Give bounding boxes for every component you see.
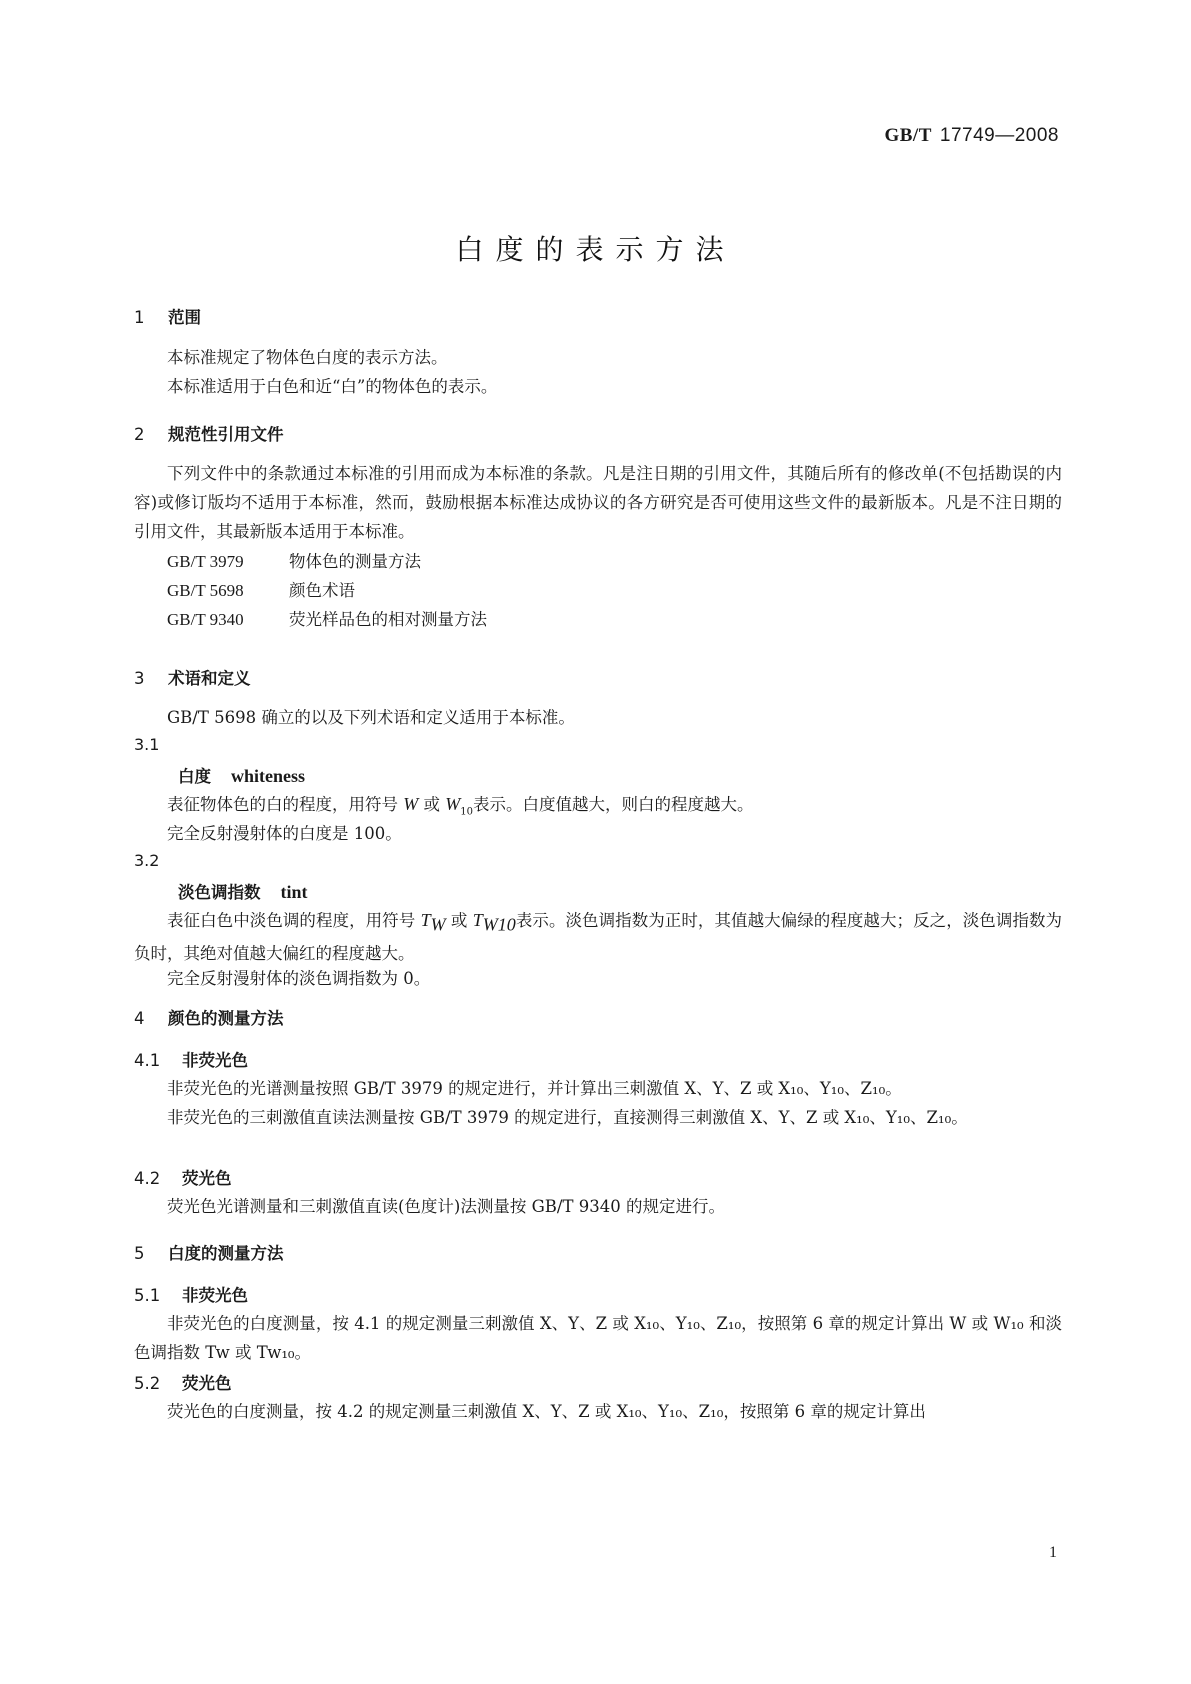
normative-references-list: [134, 547, 1062, 634]
section-4-1-heading: 4.1 非荧光色: [134, 1051, 248, 1070]
section-4-1-paragraph-2: 非荧光色的三刺激值直读法测量按 GB/T 3979 的规定进行，直接测得三刺激值 X、Y、Z 或 X₁₀、Y₁₀、Z₁₀。: [167, 1108, 968, 1127]
section-4-1-paragraph-1: 非荧光色的光谱测量按照 GB/T 3979 的规定进行，并计算出三刺激值 X、Y、Z 或 X₁₀、Y₁₀、Z₁₀。: [167, 1079, 902, 1098]
term-tint: 淡色调指数 tint: [178, 882, 308, 902]
term-tint-note: 完全反射漫射体的淡色调指数为 0。: [167, 969, 431, 988]
reference-item: GB/T 9340 荧光样品色的相对测量方法: [167, 610, 487, 629]
page-number: 1: [1049, 1544, 1057, 1561]
section-2-paragraph: 下列文件中的条款通过本标准的引用而成为本标准的条款。凡是注日期的引用文件，其随后所有的修改单(不包括勘误的内容)或修订版均不适用于本标准，然而，鼓励根据本标准达成协议的各方研究是否可使用这些文件的最新版本。凡是不注日期的引用文件，其最新版本适用于本标准。: [134, 464, 1062, 541]
standard-number: 17749—2008: [939, 125, 1059, 146]
reference-item: GB/T 3979 物体色的测量方法: [167, 552, 421, 571]
section-5-2-paragraph: 荧光色的白度测量，按 4.2 的规定测量三刺激值 X、Y、Z 或 X₁₀、Y₁₀、Z₁₀，按照第 6 章的规定计算出: [167, 1402, 926, 1421]
section-1-paragraph-2: 本标准适用于白色和近“白”的物体色的表示。: [167, 377, 498, 396]
term-whiteness-note: 完全反射漫射体的白度是 100。: [167, 824, 402, 843]
clause-3-2-number: 3.2: [134, 851, 160, 870]
section-3-heading: 3 术语和定义: [134, 669, 251, 688]
section-4-2-paragraph: 荧光色光谱测量和三刺激值直读(色度计)法测量按 GB/T 9340 的规定进行。: [167, 1197, 725, 1216]
section-4-heading: 4 颜色的测量方法: [134, 1009, 284, 1028]
section-2-heading: 2 规范性引用文件: [134, 425, 284, 444]
section-5-1-heading: 5.1 非荧光色: [134, 1286, 248, 1305]
term-whiteness: 白度 whiteness: [178, 766, 306, 786]
section-5-heading: 5 白度的测量方法: [134, 1244, 284, 1263]
reference-item: GB/T 5698 颜色术语: [167, 581, 355, 600]
clause-3-1-number: 3.1: [134, 735, 160, 754]
standard-code: [884, 124, 1059, 147]
document-title: 白度的表示方法: [455, 233, 736, 266]
section-1-heading: 1 范围: [134, 308, 201, 327]
standard-prefix: GB/T: [884, 125, 932, 146]
section-5-2-heading: 5.2 荧光色: [134, 1374, 232, 1393]
section-3-paragraph: GB/T 5698 确立的以及下列术语和定义适用于本标准。: [167, 708, 575, 727]
term-tint-definition: 表征白色中淡色调的程度，用符号 $T_W$ 或 $T_{W10}$表示。淡色调指数为正时，其值越大偏绿的程度越大；反之，淡色调指数为负时，其绝对值越大偏红的程度越大。: [134, 910, 1063, 964]
section-5-1-paragraph: 非荧光色的白度测量，按 4.1 的规定测量三刺激值 X、Y、Z 或 X₁₀、Y₁₀、Z₁₀，按照第 6 章的规定计算出 W 或 W₁₀ 和淡色调指数 Tw 或 Tw₁₀。: [134, 1314, 1062, 1362]
section-4-2-heading: 4.2 荧光色: [134, 1169, 232, 1188]
section-1-paragraph-1: 本标准规定了物体色白度的表示方法。: [167, 348, 448, 367]
term-whiteness-definition: 表征物体色的白的程度，用符号 W 或 $W_{10}$表示。白度值越大，则白的程度越大。: [167, 794, 754, 818]
